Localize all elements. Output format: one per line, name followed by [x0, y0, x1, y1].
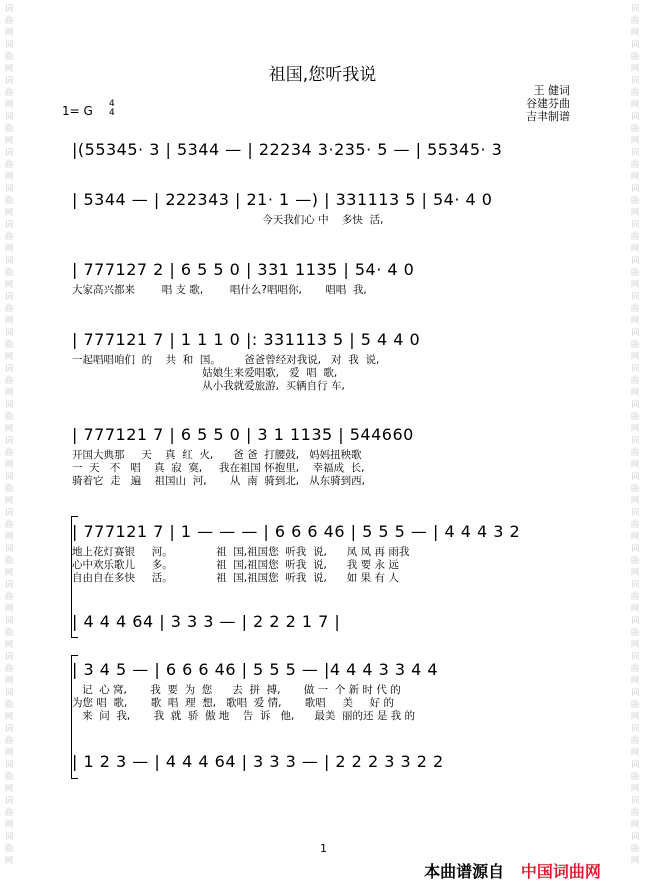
watermark-glyph: 网	[630, 388, 640, 398]
watermark-glyph: 网	[630, 424, 640, 434]
page-number: 1	[320, 842, 327, 855]
watermark-glyph: 曲	[630, 124, 640, 134]
watermark-glyph: 曲	[4, 700, 14, 710]
watermark-glyph: 词	[4, 760, 14, 770]
watermark-glyph: 词	[4, 508, 14, 518]
watermark-glyph: 网	[4, 856, 14, 866]
lyric-line: 今天我们心 中 多快 活,	[72, 214, 384, 226]
watermark-glyph: 词	[630, 832, 640, 842]
watermark-glyph: 词	[4, 400, 14, 410]
lyric-line: 骑着它 走 遍 祖国山 河, 从 南 骑到北, 从东骑到西,	[72, 475, 365, 487]
watermark-glyph: 网	[630, 244, 640, 254]
lyric-line: 一 天 不 唱 真 寂 寞, 我在祖国 怀抱里, 幸福成 长,	[72, 462, 365, 474]
watermark-glyph: 网	[630, 28, 640, 38]
note-line: |(55345· 3 | 5344 — | 22234 3·235· 5 — | 55345· 3	[72, 140, 503, 159]
watermark-glyph: 曲	[630, 844, 640, 854]
watermark-glyph: 曲	[630, 268, 640, 278]
watermark-glyph: 词	[630, 400, 640, 410]
watermark-glyph: 曲	[4, 736, 14, 746]
watermark-glyph: 网	[630, 496, 640, 506]
watermark-glyph: 词	[4, 4, 14, 14]
watermark-glyph: 曲	[630, 808, 640, 818]
watermark-glyph: 网	[4, 136, 14, 146]
watermark-glyph: 曲	[4, 592, 14, 602]
watermark-glyph: 网	[630, 172, 640, 182]
watermark-glyph: 网	[4, 748, 14, 758]
watermark-glyph: 网	[630, 316, 640, 326]
watermark-glyph: 网	[4, 280, 14, 290]
note-line: | 5344 — | 222343 | 21· 1 —) | 331113 5 | 54· 4 0	[72, 190, 493, 209]
watermark-glyph: 网	[630, 604, 640, 614]
watermark-glyph: 曲	[630, 160, 640, 170]
song-title: 祖国,您听我说	[268, 65, 377, 85]
watermark-glyph: 词	[630, 292, 640, 302]
watermark-glyph: 词	[630, 652, 640, 662]
watermark-glyph: 网	[4, 316, 14, 326]
watermark-glyph: 网	[4, 388, 14, 398]
watermark-glyph: 词	[630, 436, 640, 446]
lyric-line: 自由自在多快 活。 祖 国,祖国您 听我 说, 如 果 有 人	[72, 572, 399, 584]
note-line: | 3 4 5 — | 6 6 6 46 | 5 5 5 — |4 4 4 3 3 4 4	[72, 660, 439, 679]
note-line: | 777121 7 | 1 1 1 0 |: 331113 5 | 5 4 4 0	[72, 330, 421, 349]
watermark-glyph: 网	[630, 532, 640, 542]
watermark-glyph: 词	[630, 688, 640, 698]
watermark-glyph: 网	[630, 784, 640, 794]
source-credit	[413, 840, 601, 882]
watermark-glyph: 词	[4, 328, 14, 338]
watermark-glyph: 曲	[630, 196, 640, 206]
watermark-glyph: 曲	[4, 268, 14, 278]
watermark-glyph: 网	[4, 712, 14, 722]
lyric-line: 心中欢乐歌儿 多。 祖 国,祖国您 听我 说, 我 要 永 远	[72, 559, 399, 571]
watermark-glyph: 词	[630, 76, 640, 86]
watermark-glyph: 词	[630, 184, 640, 194]
watermark-glyph: 词	[630, 4, 640, 14]
watermark-glyph: 曲	[4, 448, 14, 458]
watermark-glyph: 词	[630, 508, 640, 518]
watermark-glyph: 曲	[4, 232, 14, 242]
lyric-line: 姑娘生来爱唱歌, 爱 唱 歌,	[72, 367, 338, 379]
watermark-glyph: 词	[4, 688, 14, 698]
note-line: | 777121 7 | 6 5 5 0 | 3 1 1135 | 544660	[72, 425, 414, 444]
watermark-glyph: 曲	[630, 412, 640, 422]
source-prefix: 本曲谱源自	[424, 862, 505, 881]
watermark-glyph: 曲	[4, 340, 14, 350]
lyric-line: 为您 唱 歌, 歌 唱 理 想, 歌唱 爱 情, 歌唱 美 好 的	[72, 697, 395, 709]
watermark-glyph: 网	[4, 100, 14, 110]
watermark-glyph: 曲	[630, 376, 640, 386]
watermark-glyph: 词	[4, 184, 14, 194]
note-line: | 777127 2 | 6 5 5 0 | 331 1135 | 54· 4 0	[72, 260, 415, 279]
watermark-glyph: 曲	[630, 628, 640, 638]
watermark-glyph: 词	[630, 796, 640, 806]
watermark-glyph: 网	[4, 352, 14, 362]
watermark-glyph: 曲	[4, 304, 14, 314]
watermark-glyph: 网	[630, 856, 640, 866]
watermark-glyph: 网	[630, 352, 640, 362]
note-line: | 777121 7 | 1 — — — | 6 6 6 46 | 5 5 5 — | 4 4 4 3 2	[72, 522, 521, 541]
watermark-glyph: 曲	[630, 772, 640, 782]
watermark-left	[2, 0, 16, 891]
watermark-glyph: 网	[4, 208, 14, 218]
watermark-glyph: 曲	[630, 520, 640, 530]
lyric-line: 来 问 我, 我 就 骄 傲 地 告 诉 他, 最美 丽的还 是 我 的	[72, 710, 416, 722]
watermark-glyph: 网	[4, 784, 14, 794]
watermark-glyph: 词	[630, 580, 640, 590]
watermark-glyph: 曲	[630, 340, 640, 350]
watermark-glyph: 词	[4, 292, 14, 302]
credits	[510, 84, 570, 123]
watermark-glyph: 词	[630, 364, 640, 374]
watermark-glyph: 网	[4, 172, 14, 182]
watermark-glyph: 曲	[630, 736, 640, 746]
watermark-glyph: 网	[630, 820, 640, 830]
lyric-line: 地上花灯赛银 河。 祖 国,祖国您 听我 说, 凤 凤 再 雨我	[72, 546, 410, 558]
watermark-glyph: 词	[630, 616, 640, 626]
watermark-glyph: 曲	[4, 664, 14, 674]
watermark-glyph: 词	[4, 76, 14, 86]
watermark-glyph: 曲	[4, 844, 14, 854]
watermark-glyph: 词	[630, 148, 640, 158]
watermark-glyph: 词	[4, 40, 14, 50]
watermark-glyph: 曲	[4, 88, 14, 98]
watermark-glyph: 词	[4, 616, 14, 626]
watermark-glyph: 网	[4, 244, 14, 254]
time-signature	[109, 100, 115, 118]
watermark-glyph: 网	[4, 640, 14, 650]
watermark-glyph: 网	[630, 208, 640, 218]
watermark-glyph: 词	[4, 148, 14, 158]
watermark-glyph: 词	[4, 256, 14, 266]
watermark-glyph: 词	[630, 760, 640, 770]
lyricist-credit: 王 健词	[533, 84, 570, 97]
watermark-glyph: 网	[4, 820, 14, 830]
watermark-glyph: 网	[4, 64, 14, 74]
watermark-glyph: 词	[630, 544, 640, 554]
watermark-glyph: 曲	[630, 88, 640, 98]
watermark-glyph: 词	[4, 472, 14, 482]
watermark-glyph: 曲	[630, 52, 640, 62]
watermark-glyph: 网	[4, 460, 14, 470]
watermark-glyph: 网	[630, 64, 640, 74]
watermark-glyph: 网	[630, 748, 640, 758]
watermark-glyph: 曲	[630, 664, 640, 674]
transcriber-credit: 吉聿制谱	[526, 110, 570, 123]
lyric-line: 一起唱唱咱们 的 共 和 国。 爸爸曾经对我说, 对 我 说,	[72, 354, 380, 366]
watermark-glyph: 网	[630, 100, 640, 110]
part-bracket-bottom	[71, 655, 78, 779]
watermark-glyph: 曲	[4, 196, 14, 206]
watermark-glyph: 曲	[4, 520, 14, 530]
watermark-glyph: 词	[4, 364, 14, 374]
note-line: | 4 4 4 64 | 3 3 3 — | 2 2 2 1 7 |	[72, 612, 341, 631]
watermark-glyph: 曲	[4, 412, 14, 422]
watermark-glyph: 曲	[4, 484, 14, 494]
time-beats: 4	[109, 99, 115, 109]
lyric-line: 大家高兴都来 唱 支 歌, 唱什么?唱唱你, 唱唱 我,	[72, 284, 367, 296]
watermark-glyph: 词	[4, 724, 14, 734]
note-line: | 1 2 3 — | 4 4 4 64 | 3 3 3 — | 2 2 2 3 3 2 2	[72, 752, 444, 771]
watermark-glyph: 曲	[4, 376, 14, 386]
watermark-glyph: 曲	[4, 16, 14, 26]
watermark-glyph: 曲	[630, 16, 640, 26]
watermark-glyph: 词	[4, 580, 14, 590]
watermark-glyph: 曲	[4, 556, 14, 566]
watermark-glyph: 网	[4, 424, 14, 434]
watermark-glyph: 网	[4, 532, 14, 542]
watermark-glyph: 网	[4, 496, 14, 506]
watermark-glyph: 网	[4, 676, 14, 686]
watermark-glyph: 词	[4, 832, 14, 842]
key-signature	[62, 99, 115, 118]
watermark-glyph: 词	[630, 472, 640, 482]
watermark-glyph: 词	[4, 796, 14, 806]
watermark-glyph: 词	[4, 652, 14, 662]
watermark-glyph: 网	[4, 604, 14, 614]
lyric-line: 从小我就爱旅游, 买辆自行 车,	[72, 380, 345, 392]
watermark-glyph: 词	[630, 256, 640, 266]
watermark-glyph: 曲	[630, 304, 640, 314]
watermark-glyph: 网	[630, 712, 640, 722]
watermark-glyph: 曲	[4, 772, 14, 782]
watermark-glyph: 曲	[630, 448, 640, 458]
watermark-glyph: 网	[630, 676, 640, 686]
lyric-line: 开国大典那 天 真 红 火, 爸 爸 打腰鼓, 妈妈扭秧歌	[72, 449, 362, 461]
watermark-glyph: 词	[630, 724, 640, 734]
watermark-glyph: 曲	[630, 232, 640, 242]
watermark-glyph: 词	[630, 40, 640, 50]
watermark-glyph: 网	[630, 280, 640, 290]
source-brand: 中国词曲网	[520, 862, 601, 881]
watermark-glyph: 曲	[630, 592, 640, 602]
watermark-right	[628, 0, 642, 891]
watermark-glyph: 词	[630, 112, 640, 122]
watermark-glyph: 网	[4, 28, 14, 38]
watermark-glyph: 曲	[4, 124, 14, 134]
key-label: 1= G	[62, 104, 93, 118]
watermark-glyph: 词	[4, 544, 14, 554]
watermark-glyph: 词	[4, 220, 14, 230]
watermark-glyph: 曲	[4, 808, 14, 818]
watermark-glyph: 网	[630, 136, 640, 146]
watermark-glyph: 网	[4, 568, 14, 578]
watermark-glyph: 词	[4, 436, 14, 446]
time-unit: 4	[109, 108, 115, 118]
watermark-glyph: 曲	[4, 52, 14, 62]
watermark-glyph: 曲	[630, 700, 640, 710]
watermark-glyph: 词	[4, 112, 14, 122]
part-bracket-top	[71, 516, 78, 638]
watermark-glyph: 网	[630, 568, 640, 578]
watermark-glyph: 曲	[4, 160, 14, 170]
watermark-glyph: 曲	[630, 556, 640, 566]
watermark-glyph: 曲	[4, 628, 14, 638]
watermark-glyph: 词	[630, 328, 640, 338]
watermark-glyph: 词	[630, 220, 640, 230]
composer-credit: 谷建芬曲	[526, 97, 570, 110]
lyric-line: 记 心 窝, 我 要 为 您 去 拼 搏, 做 一 个 新 时 代 的	[72, 684, 401, 696]
watermark-glyph: 网	[630, 460, 640, 470]
watermark-glyph: 曲	[630, 484, 640, 494]
watermark-glyph: 网	[630, 640, 640, 650]
